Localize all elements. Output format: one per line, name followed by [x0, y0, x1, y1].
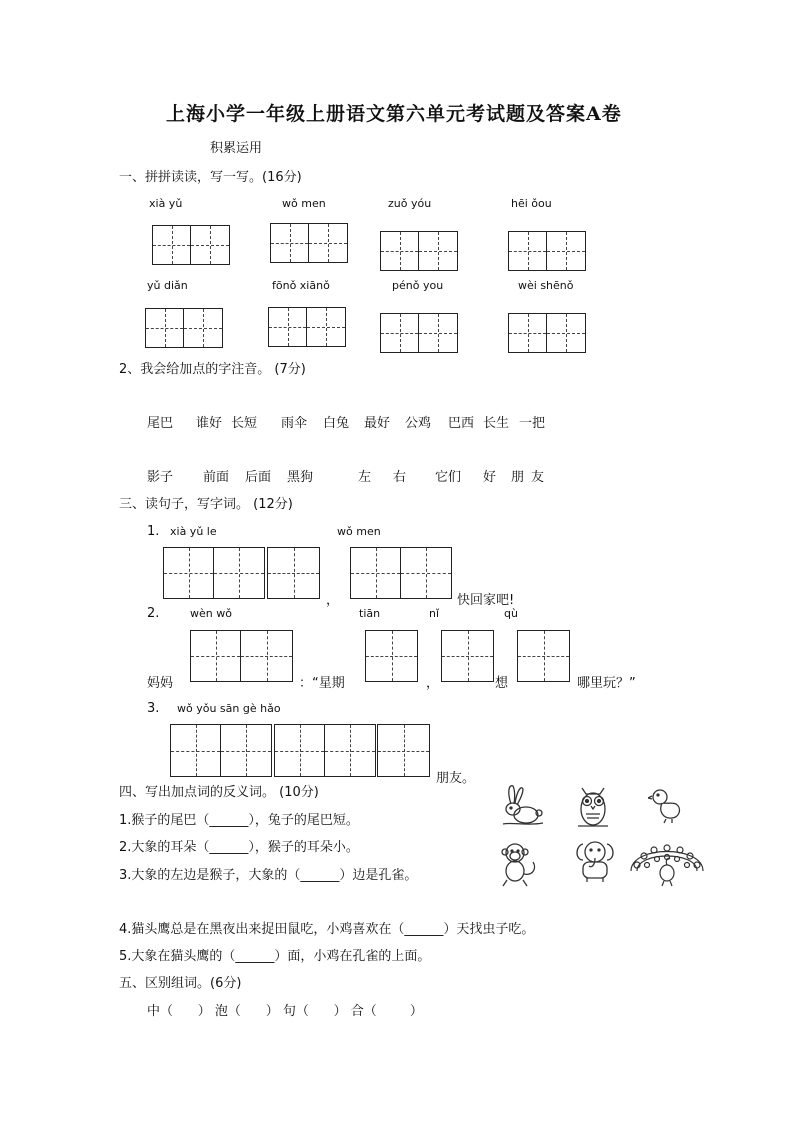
comma: ，	[326, 593, 340, 608]
word: 尾巴	[147, 416, 174, 431]
word: 后面	[245, 470, 272, 485]
word-group-line: 中（ ） 泡（ ） 句（ ） 合（ ）	[147, 1004, 423, 1019]
pinyin: wǒ men	[337, 525, 381, 538]
pinyin: fōnǒ xiānǒ	[272, 279, 330, 292]
word: 它们	[435, 470, 462, 485]
word: 一把	[519, 416, 546, 431]
pinyin: pénǒ you	[392, 279, 444, 292]
word: 雨伞	[281, 416, 308, 431]
writing-box[interactable]	[350, 547, 452, 599]
pinyin: xià yǔ	[149, 197, 183, 210]
page-title: 上海小学一年级上册语文第六单元考试题及答案A卷	[166, 103, 622, 125]
q5-heading: 五、区别组词。(6分)	[119, 976, 242, 991]
writing-box[interactable]	[267, 547, 320, 599]
writing-box[interactable]	[270, 223, 348, 263]
word: 好	[483, 470, 497, 485]
writing-box[interactable]	[517, 630, 570, 682]
q3-heading: 三、读句子，写字词。 (12分)	[119, 497, 293, 512]
writing-box[interactable]	[152, 225, 230, 265]
writing-box[interactable]	[508, 231, 586, 271]
word: 前面	[203, 470, 230, 485]
q2-heading: 2、我会给加点的字注音。 (7分)	[119, 362, 306, 377]
writing-box[interactable]	[190, 630, 293, 682]
word: 影子	[147, 470, 174, 485]
q4-heading: 四、写出加点词的反义词。 (10分)	[119, 785, 319, 800]
writing-box[interactable]	[380, 313, 458, 353]
sentence-number: 2.	[147, 606, 160, 621]
elephant-icon	[573, 838, 619, 884]
comma: ，	[426, 676, 440, 691]
q1-heading: 一、拼拼读读，写一写。(16分)	[119, 170, 302, 185]
pinyin: wèn wǒ	[190, 607, 232, 620]
pinyin: yǔ diǎn	[147, 279, 188, 292]
writing-box[interactable]	[380, 231, 458, 271]
pinyin: wǒ men	[282, 197, 326, 210]
chick-icon	[648, 786, 684, 824]
pinyin: hēi ǒou	[511, 197, 552, 210]
word: 长短	[231, 416, 258, 431]
pinyin: nǐ	[429, 607, 440, 620]
pinyin: qù	[504, 607, 518, 620]
writing-box[interactable]	[377, 724, 430, 777]
pinyin: tiān	[359, 607, 381, 620]
word: 最好	[364, 416, 391, 431]
antonym-item: 2.大象的耳朵（______），猴子的耳朵小。	[119, 840, 359, 855]
word: 朋	[511, 470, 525, 485]
sentence-text: 哪里玩？”	[577, 676, 636, 691]
writing-box[interactable]	[163, 547, 265, 599]
sentence-text: 想	[495, 676, 509, 691]
word: 黑狗	[287, 470, 314, 485]
antonym-item: 4.猫头鹰总是在黑夜出来捉田鼠吃，小鸡喜欢在（______）天找虫子吃。	[119, 922, 535, 937]
section-subtitle: 积累运用	[210, 141, 263, 156]
writing-box[interactable]	[170, 724, 272, 777]
antonym-item: 3.大象的左边是猴子，大象的（______）边是孔雀。	[119, 868, 418, 883]
sentence-number: 3.	[147, 701, 160, 716]
sentence-number: 1.	[147, 524, 160, 539]
sentence-text: 妈妈	[147, 676, 174, 691]
writing-box[interactable]	[508, 313, 586, 353]
rabbit-icon	[497, 782, 545, 828]
word: 左	[358, 470, 372, 485]
writing-box[interactable]	[145, 308, 223, 348]
pinyin: wèi shēnǒ	[518, 279, 574, 292]
writing-box[interactable]	[274, 724, 376, 777]
antonym-item: 1.猴子的尾巴（______），兔子的尾巴短。	[119, 813, 359, 828]
monkey-icon	[495, 840, 541, 888]
sentence-text: ：“星期	[299, 676, 345, 691]
word: 谁好	[196, 416, 223, 431]
owl-icon	[574, 782, 612, 830]
word: 右	[393, 470, 407, 485]
pinyin: xià yǔ le	[170, 525, 217, 538]
word: 友	[531, 470, 545, 485]
sentence-text: 朋友。	[436, 771, 476, 786]
sentence-text: 快回家吧!	[457, 593, 515, 608]
peacock-icon	[627, 835, 707, 887]
pinyin: zuǒ yóu	[388, 197, 432, 210]
pinyin: wǒ yǒu sān gè hǎo	[177, 702, 281, 715]
antonym-item: 5.大象在猫头鹰的（______）面，小鸡在孔雀的上面。	[119, 949, 431, 964]
word: 巴西	[448, 416, 475, 431]
word: 公鸡	[405, 416, 432, 431]
word: 长生	[483, 416, 510, 431]
word: 白兔	[323, 416, 350, 431]
writing-box[interactable]	[365, 630, 418, 682]
writing-box[interactable]	[441, 630, 494, 682]
writing-box[interactable]	[268, 307, 346, 347]
